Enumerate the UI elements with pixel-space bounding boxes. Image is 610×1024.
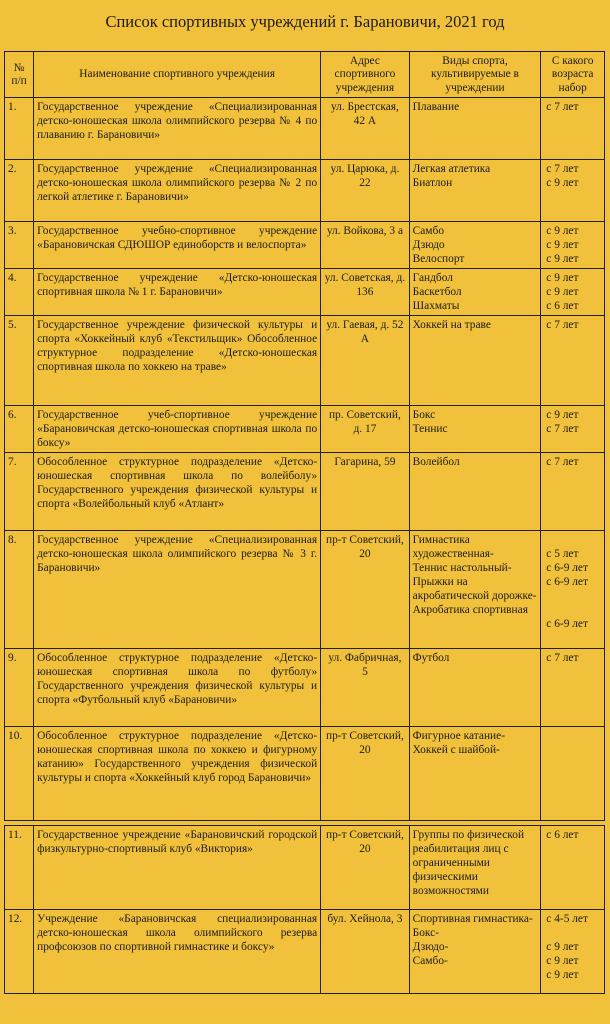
- age-item: с 7 лет: [546, 423, 579, 435]
- age-item: с 9 лет: [546, 225, 579, 237]
- header-address: Адрес спортивного учреждения: [321, 52, 409, 98]
- institution-address: ул. Советская, д. 136: [321, 269, 409, 316]
- sports-institutions-table: [4, 51, 605, 821]
- institution-address: пр-т Советский, 20: [321, 531, 409, 649]
- institution-name: Государственное учреждение физической культуры и спорта «Хоккейный клуб «Текстильщик» Обособленное структурное подразделение «Детско-юношеская спортивная школа по хоккею на траве»: [34, 316, 321, 406]
- sport-item: Теннис: [412, 423, 448, 435]
- age-item: с 9 лет: [546, 253, 579, 265]
- table-row: [5, 826, 605, 910]
- table-row: [5, 910, 605, 994]
- sport-item: Волейбол: [412, 456, 460, 468]
- institution-name: Государственное учреждение «Специализированная детско-юношеская школа олимпийского резерва № 3 г. Барановичи»: [34, 531, 321, 649]
- age-item: с 9 лет: [546, 969, 579, 981]
- header-age: С какого возраста набор: [541, 52, 605, 98]
- age-item: с 9 лет: [546, 272, 579, 284]
- header-sports: Виды спорта, культивируемые в учреждении: [409, 52, 541, 98]
- row-number: 2.: [5, 160, 34, 222]
- age-list: [541, 531, 605, 649]
- sports-list: [409, 649, 541, 727]
- institution-name: Государственное учреждение «Специализированная детско-юношеская школа олимпийского резерва № 2 по легкой атлетике г. Барановичи»: [34, 160, 321, 222]
- institution-address: ул. Фабричная, 5: [321, 649, 409, 727]
- institution-name: Учреждение «Барановичская специализированная детско-юношеская школа олимпийского резерва профсоюзов по спортивной гимнастике и боксу»: [34, 910, 321, 994]
- age-item: с 7 лет: [546, 456, 579, 468]
- row-number: 4.: [5, 269, 34, 316]
- row-number: 9.: [5, 649, 34, 727]
- age-item: [544, 589, 601, 603]
- sports-list: [409, 727, 541, 821]
- sport-item: Теннис настольный-: [412, 562, 512, 574]
- row-number: 10.: [5, 727, 34, 821]
- institution-name: Государственное учеб-спортивное учреждение «Барановичская детско-юношеская спортивная школа по боксу»: [34, 406, 321, 453]
- institution-address: пр-т Советский, 20: [321, 727, 409, 821]
- sports-list: [409, 316, 541, 406]
- age-list: [541, 269, 605, 316]
- age-item: с 6-9 лет: [546, 576, 588, 588]
- sport-item: Плавание: [412, 101, 460, 113]
- row-number: 11.: [5, 826, 34, 910]
- age-item: с 7 лет: [546, 101, 579, 113]
- age-list: [541, 222, 605, 269]
- sport-item: Шахматы: [412, 300, 460, 312]
- sports-list: [409, 406, 541, 453]
- institution-address: бул. Хейнола, 3: [321, 910, 409, 994]
- institution-address: ул. Брестская, 42 А: [321, 98, 409, 160]
- age-item: с 6 лет: [546, 300, 579, 312]
- age-item: с 9 лет: [546, 955, 579, 967]
- institution-name: Обособленное структурное подразделение «Детско-юношеская спортивная школа по футболу» Государственного учреждения физической культуры и спорта «Футбольный клуб «Барановичи»: [34, 649, 321, 727]
- sports-list: [409, 160, 541, 222]
- age-item: с 5 лет: [546, 548, 579, 560]
- sport-item: Футбол: [412, 652, 450, 664]
- age-list: [541, 826, 605, 910]
- header-num: № п/п: [5, 52, 34, 98]
- sport-item: Спортивная гимнастика-: [412, 913, 533, 925]
- age-item: [544, 603, 601, 617]
- header-name: Наименование спортивного учреждения: [34, 52, 321, 98]
- age-list: [541, 649, 605, 727]
- age-item: с 9 лет: [546, 177, 579, 189]
- age-list: [541, 406, 605, 453]
- sport-item: Дзюдо-: [412, 941, 449, 953]
- age-item: [544, 926, 601, 940]
- age-item: с 6 лет: [546, 829, 579, 841]
- sport-item: Акробатика спортивная: [412, 604, 528, 616]
- sport-item: Бокс: [412, 409, 436, 421]
- row-number: 3.: [5, 222, 34, 269]
- sport-item: Гимнастика художественная-: [412, 534, 494, 560]
- sport-item: Дзюдо: [412, 239, 445, 251]
- institution-name: Государственное учреждение «Барановичский городской физкультурно-спортивный клуб «Виктория»: [34, 826, 321, 910]
- age-item: с 6-9 лет: [546, 562, 588, 574]
- table-row: [5, 316, 605, 406]
- sport-item: Гандбол: [412, 272, 453, 284]
- table-row: [5, 160, 605, 222]
- institution-address: пр-т Советский, 20: [321, 826, 409, 910]
- sport-item: Самбо-: [412, 955, 448, 967]
- sport-item: Группы по физической реабилитация лиц с ограниченными физическими возможностями: [412, 829, 525, 897]
- table-row: [5, 453, 605, 531]
- institution-address: Гагарина, 59: [321, 453, 409, 531]
- age-list: [541, 160, 605, 222]
- age-item: [544, 533, 601, 547]
- row-number: 5.: [5, 316, 34, 406]
- age-item: с 9 лет: [546, 286, 579, 298]
- row-number: 8.: [5, 531, 34, 649]
- age-item: с 7 лет: [546, 163, 579, 175]
- age-list: [541, 910, 605, 994]
- age-list: [541, 727, 605, 821]
- institution-name: Государственное учреждение «Специализированная детско-юношеская школа олимпийского резерва № 4 по плаванию г. Барановичи»: [34, 98, 321, 160]
- table-row: [5, 222, 605, 269]
- table-row: [5, 727, 605, 821]
- sport-item: Прыжки на акробатической дорожке-: [412, 576, 537, 602]
- age-list: [541, 98, 605, 160]
- institution-address: пр. Советский, д. 17: [321, 406, 409, 453]
- sports-list: [409, 453, 541, 531]
- sport-item: Хоккей с шайбой-: [412, 744, 500, 756]
- institution-address: ул. Гаевая, д. 52 А: [321, 316, 409, 406]
- sport-item: Легкая атлетика: [412, 163, 491, 175]
- age-list: [541, 453, 605, 531]
- sports-list: [409, 826, 541, 910]
- age-item: с 7 лет: [546, 652, 579, 664]
- sports-list: [409, 269, 541, 316]
- institution-name: Государственное учреждение «Детско-юношеская спортивная школа № 1 г. Барановичи»: [34, 269, 321, 316]
- sport-item: Самбо: [412, 225, 445, 237]
- table-header-row: [5, 52, 605, 98]
- sports-list: [409, 531, 541, 649]
- sports-list: [409, 222, 541, 269]
- institution-name: Государственное учебно-спортивное учреждение «Барановичская СДЮШОР единоборств и велоспорта»: [34, 222, 321, 269]
- age-item: с 7 лет: [546, 319, 579, 331]
- age-item: [544, 729, 601, 743]
- sports-institutions-table-continued: [4, 825, 605, 994]
- age-item: с 9 лет: [546, 239, 579, 251]
- institution-address: ул. Войкова, 3 а: [321, 222, 409, 269]
- sport-item: Хоккей на траве: [412, 319, 491, 331]
- age-list: [541, 316, 605, 406]
- row-number: 7.: [5, 453, 34, 531]
- sport-item: Велоспорт: [412, 253, 465, 265]
- table-row: [5, 269, 605, 316]
- row-number: 1.: [5, 98, 34, 160]
- sport-item: Бокс-: [412, 927, 439, 939]
- institution-name: Обособленное структурное подразделение «Детско-юношеская спортивная школа по хоккею и фигурному катанию» Государственного учреждения физической культуры и спорта «Хоккейный клуб город Барановичи»: [34, 727, 321, 821]
- sport-item: Баскетбол: [412, 286, 462, 298]
- age-item: с 9 лет: [546, 409, 579, 421]
- sport-item: Фигурное катание-: [412, 730, 505, 742]
- page-title: Список спортивных учреждений г. Барановичи, 2021 год: [105, 12, 505, 31]
- institution-name: Обособленное структурное подразделение «Детско-юношеская спортивная школа по волейболу» Государственного учреждения физической культуры и спорта «Волейбольный клуб «Атлант»: [34, 453, 321, 531]
- row-number: 12.: [5, 910, 34, 994]
- table-row: [5, 98, 605, 160]
- age-item: с 9 лет: [546, 941, 579, 953]
- sport-item: Биатлон: [412, 177, 453, 189]
- table-row: [5, 649, 605, 727]
- table-row: [5, 531, 605, 649]
- sports-list: [409, 910, 541, 994]
- institution-address: ул. Царюка, д. 22: [321, 160, 409, 222]
- age-item: с 4-5 лет: [546, 913, 588, 925]
- table-row: [5, 406, 605, 453]
- sports-list: [409, 98, 541, 160]
- row-number: 6.: [5, 406, 34, 453]
- age-item: с 6-9 лет: [546, 618, 588, 630]
